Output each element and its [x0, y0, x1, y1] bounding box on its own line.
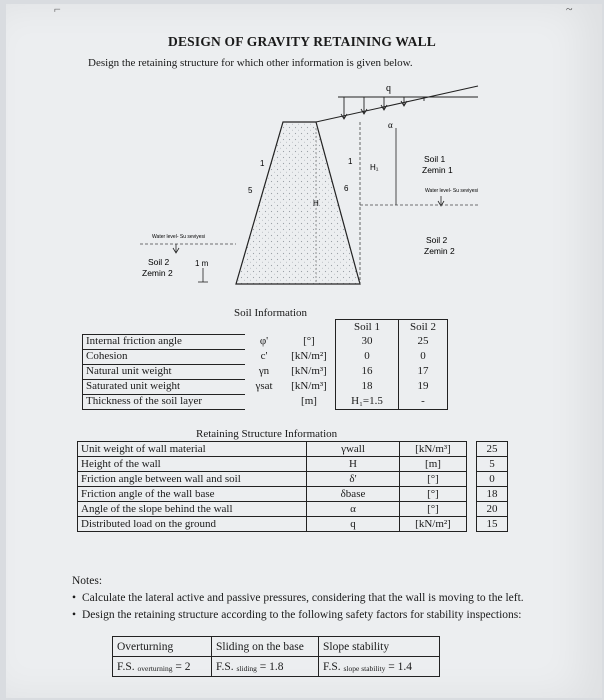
water-level-right-icon — [438, 196, 444, 206]
row-label: Saturated unit weight — [83, 379, 246, 394]
row-symbol: α — [307, 502, 400, 517]
row-label: Internal friction angle — [83, 334, 246, 349]
note-text: Calculate the lateral active and passive pressures, considering that the wall is moving to the left. — [82, 592, 524, 604]
soil-info-table — [82, 319, 448, 410]
row-symbol — [245, 394, 283, 409]
header-sliding: Sliding on the base — [212, 637, 319, 657]
row-symbol: q — [307, 517, 400, 532]
row-unit: [°] — [400, 487, 467, 502]
row-symbol: γn — [258, 365, 270, 377]
row-symbol: φ' — [259, 335, 269, 347]
soil2-value: 25 — [399, 334, 448, 349]
wall-body — [236, 122, 360, 284]
row-label: Height of the wall — [78, 457, 307, 472]
row-unit: [m] — [400, 457, 467, 472]
table-row — [78, 442, 508, 457]
batter-right-run: 1 — [348, 157, 353, 166]
row-value: 20 — [477, 502, 508, 517]
table-row — [113, 657, 440, 677]
row-symbol: c' — [260, 350, 268, 362]
note-bullet-2 — [72, 609, 521, 621]
fs-prefix: F.S. — [323, 660, 341, 673]
table-row — [78, 517, 508, 532]
safety-factor-table — [112, 636, 440, 677]
row-label: Angle of the slope behind the wall — [78, 502, 307, 517]
page-title: DESIGN OF GRAVITY RETAINING WALL — [168, 34, 436, 49]
table-row — [78, 502, 508, 517]
row-value: 18 — [477, 487, 508, 502]
row-unit: [kN/m³] — [400, 442, 467, 457]
soil2-value: - — [399, 394, 448, 409]
soil2-column-header: Soil 2 — [399, 320, 448, 335]
row-value: 15 — [477, 517, 508, 532]
fs-subscript: overturning — [137, 663, 173, 673]
fs-prefix: F.S. — [117, 660, 135, 673]
fs-slope-stability — [319, 657, 440, 677]
row-label: Unit weight of wall material — [78, 442, 307, 457]
row-label: Friction angle of the wall base — [78, 487, 307, 502]
notes-heading: Notes: — [72, 575, 103, 587]
soil1-value: 18 — [336, 379, 399, 394]
table-header-row — [113, 637, 440, 657]
row-unit: [kN/m²] — [400, 517, 467, 532]
row-value: 5 — [477, 457, 508, 472]
embed-depth-label: 1 m — [195, 259, 209, 268]
soil2-left-sub-label: Zemin 2 — [142, 268, 173, 278]
backfill-slope — [316, 86, 478, 122]
soil2-left-label: Soil 2 — [148, 257, 170, 267]
row-symbol: H — [307, 457, 400, 472]
row-unit: [°] — [400, 502, 467, 517]
water-level-left-icon — [173, 244, 179, 253]
bullet-icon: • — [72, 592, 77, 604]
fs-subscript: sliding — [236, 663, 257, 673]
retaining-table-caption: Retaining Structure Information — [196, 428, 338, 440]
soil2-value: 0 — [399, 349, 448, 364]
load-label: q — [386, 83, 391, 94]
table-row — [83, 394, 448, 409]
row-value: 0 — [477, 472, 508, 487]
embed-depth-marker — [198, 268, 208, 282]
row-value: 25 — [477, 442, 508, 457]
row-symbol: δ' — [307, 472, 400, 487]
retaining-wall-diagram — [0, 0, 604, 300]
row-label: Distributed load on the ground — [78, 517, 307, 532]
soil2-right-sub-label: Zemin 2 — [424, 246, 455, 256]
row-unit: [m] — [301, 395, 317, 407]
soil-table-caption: Soil Information — [234, 307, 308, 319]
row-label: Thickness of the soil layer — [83, 394, 246, 409]
fs-sliding — [212, 657, 319, 677]
row-symbol: δbase — [307, 487, 400, 502]
slope-angle-label: α — [388, 120, 393, 130]
row-symbol: γsat — [255, 380, 273, 392]
soil1-value: 16 — [336, 364, 399, 379]
header-overturning: Overturning — [113, 637, 212, 657]
page-subtitle: Design the retaining structure for which other information is given below. — [88, 57, 413, 69]
corner-scribble-left: ⌐ — [54, 2, 61, 16]
row-unit: [°] — [400, 472, 467, 487]
soil1-value: 30 — [336, 334, 399, 349]
fs-value: = 1.4 — [388, 660, 412, 673]
row-label: Friction angle between wall and soil — [78, 472, 307, 487]
batter-left-rise: 5 — [248, 186, 253, 195]
fs-value: = 2 — [175, 660, 191, 673]
soil1-sub-label: Zemin 1 — [422, 165, 453, 175]
row-unit: [kN/m³] — [291, 380, 327, 392]
table-row — [83, 349, 448, 364]
table-row — [83, 379, 448, 394]
row-unit: [°] — [303, 335, 315, 347]
table-row — [78, 472, 508, 487]
soil1-label: Soil 1 — [424, 154, 446, 164]
soil1-value: 0 — [336, 349, 399, 364]
table-row — [83, 364, 448, 379]
water-level-right-label: Water level- Su seviyesi — [425, 188, 479, 194]
table-row — [78, 487, 508, 502]
table-row — [83, 334, 448, 349]
water-level-left-label: Water level- Su seviyesi — [152, 234, 206, 240]
corner-scribble-right: ~ — [566, 2, 573, 16]
note-text: Design the retaining structure according to the following safety factors for stability inspections: — [82, 609, 522, 621]
fs-value: = 1.8 — [259, 660, 284, 673]
fs-subscript: slope stability — [343, 663, 386, 673]
bullet-icon: • — [72, 609, 77, 621]
batter-left-run: 1 — [260, 159, 265, 168]
soil1-value: H₁=1.5 — [336, 394, 399, 409]
batter-right-rise: 6 — [344, 184, 349, 193]
height-label: H — [313, 199, 319, 208]
soil2-value: 17 — [399, 364, 448, 379]
note-bullet-1 — [72, 592, 524, 604]
soil2-right-label: Soil 2 — [426, 235, 448, 245]
row-unit: [kN/m²] — [291, 350, 327, 362]
h1-label: H₁ — [370, 163, 379, 172]
soil2-value: 19 — [399, 379, 448, 394]
fs-overturning — [113, 657, 212, 677]
retaining-info-table — [77, 441, 508, 532]
row-symbol: γwall — [307, 442, 400, 457]
header-slope-stability: Slope stability — [319, 637, 440, 657]
soil1-column-header: Soil 1 — [336, 320, 399, 335]
row-label: Cohesion — [83, 349, 246, 364]
row-unit: [kN/m³] — [291, 365, 327, 377]
fs-prefix: F.S. — [216, 660, 234, 673]
distributed-load-arrows — [338, 97, 478, 119]
table-row — [78, 457, 508, 472]
row-label: Natural unit weight — [83, 364, 246, 379]
